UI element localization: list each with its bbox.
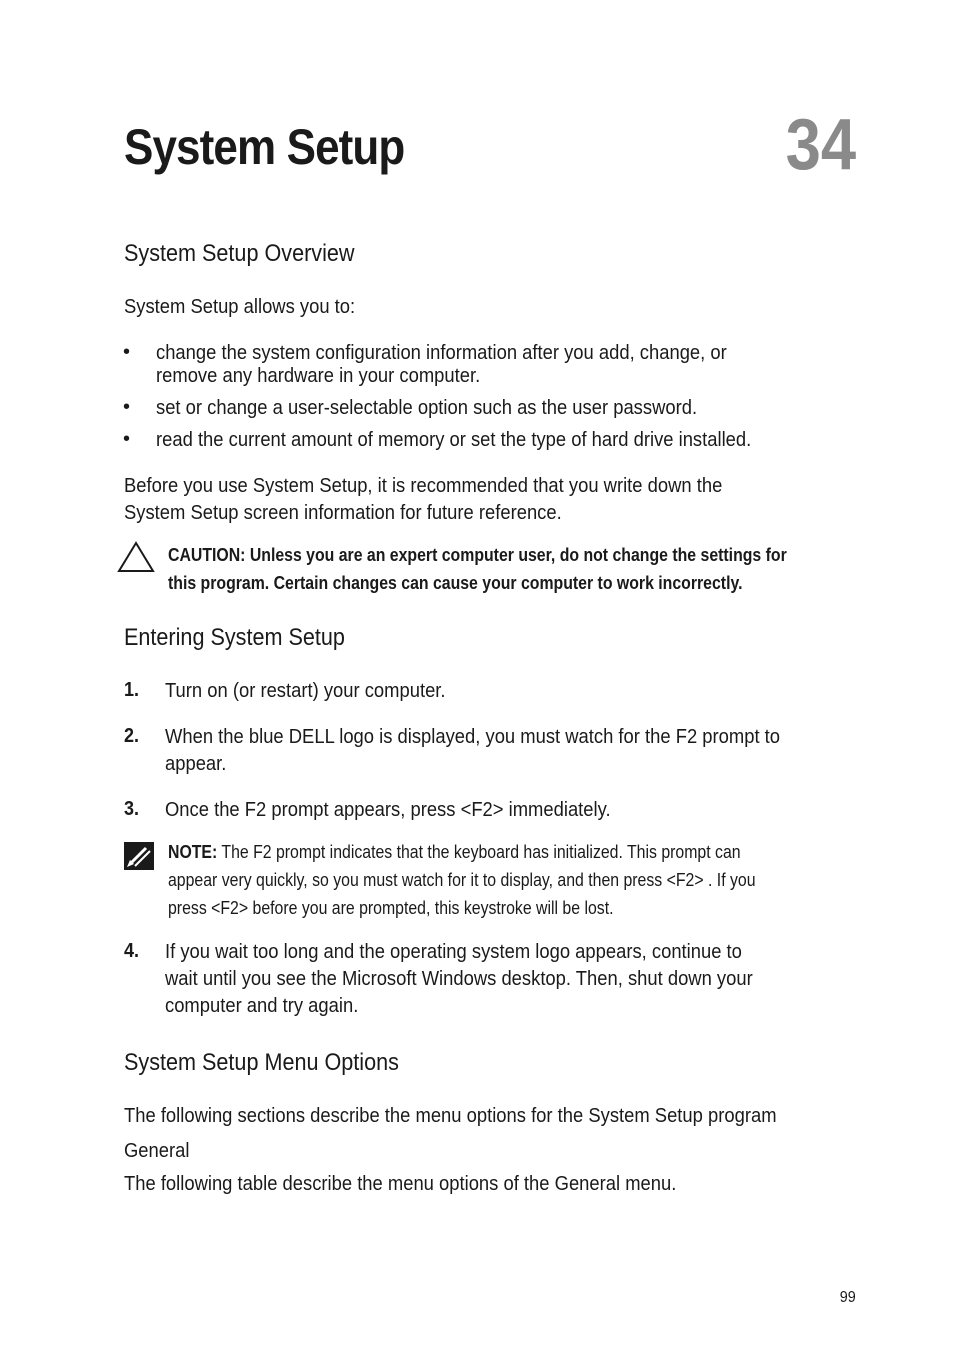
list-item: set or change a user-selectable option such as the user password. [156, 397, 698, 419]
caution-line: this program. Certain changes can cause your computer to work incorrectly. [168, 573, 743, 593]
bullet-dot: • [123, 428, 131, 450]
step-number: 4. [124, 940, 140, 962]
step-line: appear. [165, 753, 227, 775]
step-number: 1. [124, 679, 140, 701]
subsection-heading-general [124, 1138, 805, 1165]
step-number: 3. [124, 798, 140, 820]
step-line: wait until you see the Microsoft Windows desktop. Then, shut down your [165, 968, 753, 990]
step-line: When the blue DELL logo is displayed, you must watch for the F2 prompt to [165, 726, 781, 748]
general-description-text: The following table describe the menu options of the [124, 1173, 555, 1195]
section-heading-overview: System Setup Overview [124, 240, 355, 267]
general-description [124, 1171, 805, 1198]
chapter-number: 34 [785, 105, 856, 185]
note-text [168, 838, 756, 922]
paragraph-line: Before you use System Setup, it is recommended that you write down the [124, 475, 723, 497]
note-line [168, 838, 756, 866]
list-item: read the current amount of memory or set the type of hard drive installed. [156, 429, 752, 451]
step-line: computer and try again. [165, 995, 359, 1017]
bullet-dot: • [123, 396, 131, 418]
note-pencil-icon [124, 842, 154, 875]
general-menu-name: General [554, 1173, 621, 1195]
section-heading-entering: Entering System Setup [124, 624, 345, 651]
chapter-title: System Setup [124, 119, 405, 175]
bullet-dot: • [123, 341, 131, 363]
list-item-line: change the system configuration information after you add, change, or [156, 342, 727, 364]
step-line: If you wait too long and the operating system logo appears, continue to [165, 941, 742, 963]
step-text [165, 724, 780, 778]
section-heading-menu-options: System Setup Menu Options [124, 1049, 399, 1076]
overview-intro: System Setup allows you to: [124, 296, 356, 318]
note-line: appear very quickly, so you must watch for it to display, and then press <F2> . If you [168, 870, 756, 890]
list-item [156, 342, 800, 388]
step-number: 2. [124, 725, 140, 747]
step-text [165, 939, 753, 1020]
paragraph-line: System Setup screen information for future reference. [124, 502, 562, 524]
general-heading-text: General [124, 1140, 190, 1162]
caution-triangle-icon [116, 540, 156, 579]
menu-options-intro: The following sections describe the menu options for the System Setup program [124, 1105, 777, 1127]
note-line: press <F2> before you are prompted, this keystroke will be lost. [168, 898, 614, 918]
caution-text [168, 541, 787, 597]
caution-line: CAUTION: Unless you are an expert computer user, do not change the settings for [168, 545, 787, 565]
general-description-text: menu. [620, 1173, 677, 1195]
page-number: 99 [839, 1289, 856, 1306]
step-text: Turn on (or restart) your computer. [165, 680, 446, 702]
overview-before-paragraph [124, 473, 805, 527]
list-item-line: remove any hardware in your computer. [156, 365, 481, 387]
note-line-text: The F2 prompt indicates that the keyboard has initialized. This prompt can [217, 842, 741, 862]
step-text: Once the F2 prompt appears, press <F2> immediately. [165, 799, 611, 821]
note-label: NOTE: [168, 842, 218, 862]
